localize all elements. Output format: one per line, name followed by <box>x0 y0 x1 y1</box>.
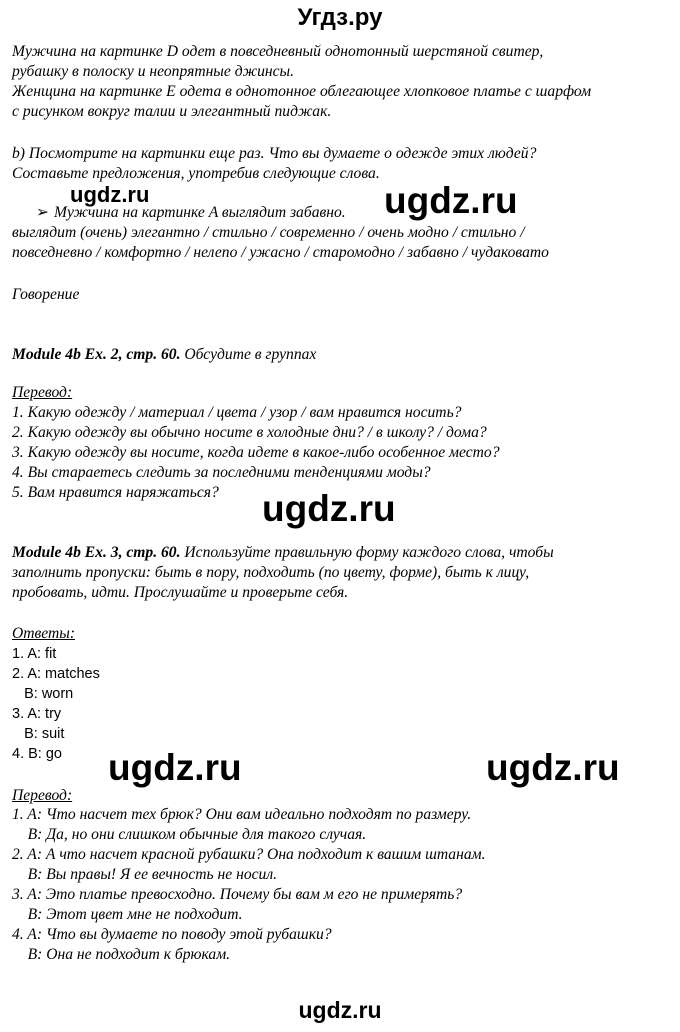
watermark-right: ugdz.ru <box>486 747 620 788</box>
ex3-instruction-line-2: заполнить пропуски: быть в пору, подходить (по цвету, форме), быть к лицу, <box>12 564 530 581</box>
ex3-answers-label: Ответы: <box>12 625 76 642</box>
ex3-translation-6: B: Этот цвет мне не подходит. <box>12 906 243 923</box>
ex2-instruction: Обсудите в группах <box>180 346 317 363</box>
ex3-translation-8: B: Она не подходит к брюкам. <box>12 946 231 963</box>
watermark-middle: ugdz.ru <box>262 488 396 529</box>
ex3-translation-3: 2. A: А что насчет красной рубашки? Она подходит к вашим штанам. <box>12 846 486 863</box>
intro-line-3: Женщина на картинке E одета в однотонное облегающее хлопковое платье с шарфом <box>12 83 592 100</box>
ex3-translation-1: 1. A: Что насчет тех брюк? Они вам идеально подходят по размеру. <box>12 806 472 823</box>
ex2-item-4: 4. Вы стараетесь следить за последними тенденциями моды? <box>12 464 431 481</box>
bullet-text: Мужчина на картинке A выглядит забавно. <box>54 204 346 221</box>
site-title: Угдз.ру <box>297 4 383 31</box>
ex2-heading-line <box>12 345 316 365</box>
ex3-answer-3: B: worn <box>12 686 74 702</box>
ex3-translation-7: 4. A: Что вы думаете по поводу этой рубашки? <box>12 926 332 943</box>
ex3-instruction-first: Используйте правильную форму каждого слова, чтобы <box>180 544 554 561</box>
ex2-item-2: 2. Какую одежду вы обычно носите в холодные дни? / в школу? / дома? <box>12 424 487 441</box>
ex3-answer-2: 2. A: matches <box>12 666 100 682</box>
intro-line-1: Мужчина на картинке D одет в повседневный однотонный шерстяной свитер, <box>12 43 544 60</box>
task-b-line-1: b) Посмотрите на картинки еще раз. Что вы думаете о одежде этих людей? <box>12 145 537 162</box>
ex3-translation-label: Перевод: <box>12 787 73 804</box>
ex2-translation-label: Перевод: <box>12 384 73 401</box>
ex3-answer-6: 4. B: go <box>12 746 62 762</box>
footer-site: ugdz.ru <box>298 997 382 1023</box>
ex2-item-5: 5. Вам нравится наряжаться? <box>12 484 219 501</box>
bullet-item <box>36 203 346 223</box>
watermark-large: ugdz.ru <box>384 180 518 221</box>
ex3-answer-5: B: suit <box>12 726 65 742</box>
watermark-small: ugdz.ru <box>70 182 150 207</box>
ex3-heading: Module 4b Ex. 3, стр. 60. <box>12 544 181 561</box>
words-line-2: повседневно / комфортно / нелепо / ужасно / старомодно / забавно / чудаковато <box>12 244 549 261</box>
speaking-heading: Говорение <box>12 286 80 303</box>
intro-line-2: рубашку в полоску и неопрятные джинсы. <box>12 63 294 80</box>
watermark-left: ugdz.ru <box>108 747 242 788</box>
ex2-heading: Module 4b Ex. 2, стр. 60. <box>12 346 181 363</box>
ex3-answer-1: 1. A: fit <box>12 646 57 662</box>
task-b-line-2: Составьте предложения, употребив следующие слова. <box>12 165 380 182</box>
ex2-item-1: 1. Какую одежду / материал / цвета / узор / вам нравится носить? <box>12 404 462 421</box>
ex3-heading-line <box>12 543 554 563</box>
ex3-answer-4: 3. A: try <box>12 706 62 722</box>
intro-line-4: с рисунком вокруг талии и элегантный пиджак. <box>12 103 332 120</box>
arrow-bullet-icon: ➢ <box>36 204 50 221</box>
ex3-instruction-line-3: пробовать, идти. Прослушайте и проверьте себя. <box>12 584 349 601</box>
words-line-1: выглядит (очень) элегантно / стильно / современно / очень модно / стильно / <box>12 224 525 241</box>
ex2-item-3: 3. Какую одежду вы носите, когда идете в какое-либо особенное место? <box>12 444 500 461</box>
ex3-translation-5: 3. A: Это платье превосходно. Почему бы вам м его не примерять? <box>12 886 463 903</box>
ex3-translation-2: B: Да, но они слишком обычные для такого случая. <box>12 826 367 843</box>
ex3-translation-4: B: Вы правы! Я ее вечность не носил. <box>12 866 278 883</box>
